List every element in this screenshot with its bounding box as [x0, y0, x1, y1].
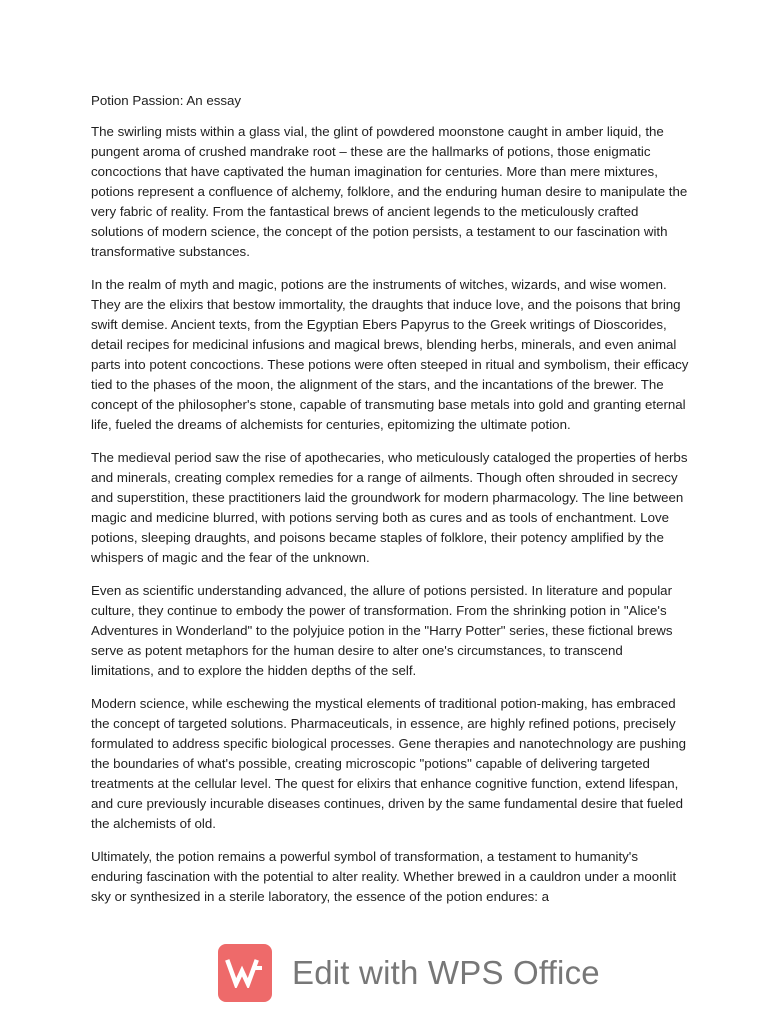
wps-w-glyph-icon: [225, 958, 265, 988]
wps-edit-text[interactable]: Edit with WPS Office: [292, 954, 600, 991]
paragraph-1: The swirling mists within a glass vial, the glint of powdered moonstone caught in amber liquid, the pungent aroma of crushed mandrake root – these are the hallmarks of potions, those enigmatic concoctions that have captivated the human imagination for centuries. More than mere mixtures, potions represent a confluence of alchemy, folklore, and the enduring human desire to manipulate the very fabric of reality. From the fantastical brews of ancient legends to the meticulously crafted solutions of modern science, the concept of the potion persists, a testament to our fascination with transformative substances.: [91, 124, 688, 259]
paragraph-4: Even as scientific understanding advanced, the allure of potions persisted. In literature and popular culture, they continue to embody the power of transformation. From the shrinking potion in "Alice's Adventures in Wonderland" to the polyjuice potion in the "Harry Potter" series, these fictional brews serve as potent metaphors for the human desire to alter one's circumstances, to transcend limitations, and to explore the hidden depths of the self.: [91, 583, 673, 678]
paragraph-5: Modern science, while eschewing the mystical elements of traditional potion-making, has embraced the concept of targeted solutions. Pharmaceuticals, in essence, are highly refined potions, precisely formulated to address specific biological processes. Gene therapies and nanotechnology are pushing the boundaries of what's possible, creating microscopic "potions" capable of delivering targeted treatments at the cellular level. The quest for elixirs that enhance cognitive function, extend lifespan, and cure previously incurable diseases continues, driven by the same fundamental desire that fueled the alchemists of old.: [91, 696, 687, 831]
document-body: [91, 91, 689, 907]
paragraph-6: Ultimately, the potion remains a powerful symbol of transformation, a testament to humanity's enduring fascination with the potential to alter reality. Whether brewed in a cauldron under a moonlit sky or synthesized in a sterile laboratory, the essence of the potion endures: a: [91, 849, 677, 904]
wps-edit-banner[interactable]: [218, 944, 600, 1002]
wps-office-logo-icon: [218, 944, 272, 1002]
paragraph-2: In the realm of myth and magic, potions are the instruments of witches, wizards, and wise women. They are the elixirs that bestow immortality, the draughts that induce love, and the poisons that bring swift demise. Ancient texts, from the Egyptian Ebers Papyrus to the Greek writings of Dioscorides, detail recipes for medicinal infusions and magical brews, blending herbs, minerals, and even animal parts into potent concoctions. These potions were often steeped in ritual and symbolism, their efficacy tied to the phases of the moon, the alignment of the stars, and the incantations of the brewer. The concept of the philosopher's stone, capable of transmuting base metals into gold and granting eternal life, fueled the dreams of alchemists for centuries, epitomizing the ultimate potion.: [91, 277, 689, 432]
paragraph-3: The medieval period saw the rise of apothecaries, who meticulously cataloged the properties of herbs and minerals, creating complex remedies for a range of ailments. Though often shrouded in secrecy and superstition, these practitioners laid the groundwork for modern pharmacology. The line between magic and medicine blurred, with potions serving both as cures and as tools of enchantment. Love potions, sleeping draughts, and poisons became staples of folklore, their potency amplified by the whispers of magic and the fear of the unknown.: [91, 450, 688, 565]
document-title: Potion Passion: An essay: [91, 93, 242, 108]
